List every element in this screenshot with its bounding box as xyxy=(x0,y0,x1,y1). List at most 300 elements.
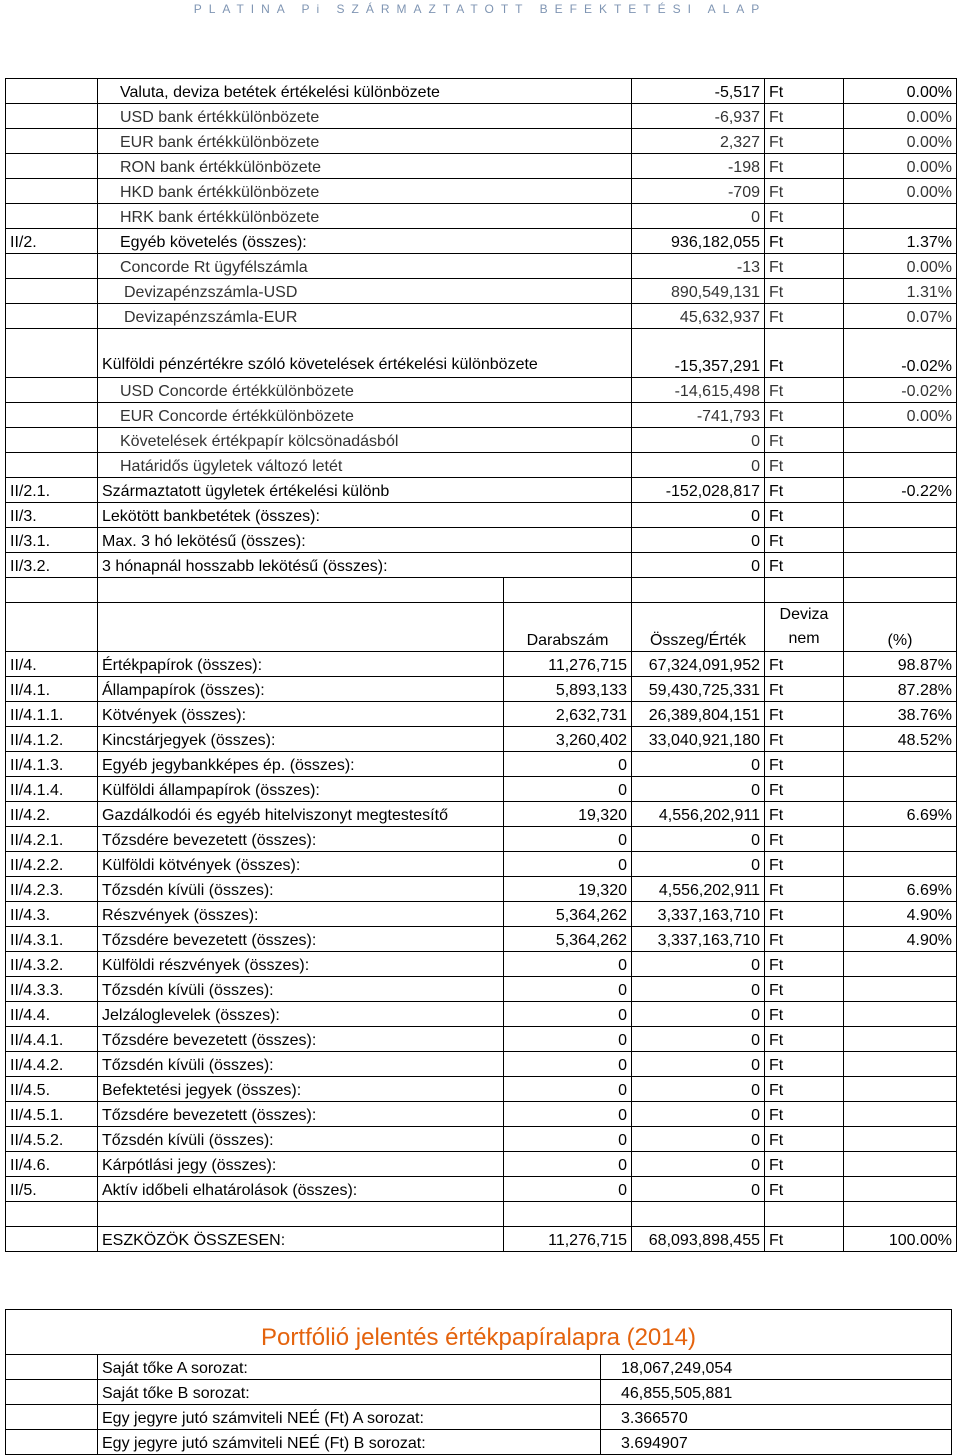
table-row xyxy=(6,752,957,777)
row-percent: 0.00% xyxy=(844,79,957,104)
table-row xyxy=(6,528,957,553)
total-amount: 68,093,898,455 xyxy=(632,1227,765,1252)
row-count: 0 xyxy=(504,977,632,1002)
table-row xyxy=(6,453,957,478)
row-percent: -0.02% xyxy=(844,378,957,403)
row-label: Részvények (összes): xyxy=(98,902,504,927)
row-amount: 0 xyxy=(632,1027,765,1052)
row-percent xyxy=(844,428,957,453)
row-label: EUR bank értékkülönbözete xyxy=(98,129,632,154)
row-code xyxy=(6,279,98,304)
row-currency: Ft xyxy=(765,104,844,129)
row-amount: 67,324,091,952 xyxy=(632,652,765,677)
row-value: -13 xyxy=(632,254,765,279)
row-count: 0 xyxy=(504,827,632,852)
row-code: II/3. xyxy=(6,503,98,528)
row-code: II/4.2.1. xyxy=(6,827,98,852)
row-code xyxy=(6,1227,98,1252)
row-currency: Ft xyxy=(765,1027,844,1052)
row-percent: 6.69% xyxy=(844,802,957,827)
table-row xyxy=(6,727,957,752)
row-value: -14,615,498 xyxy=(632,378,765,403)
row-amount: 0 xyxy=(632,1077,765,1102)
portfolio-value: 18,067,249,054 xyxy=(601,1355,952,1380)
row-currency: Ft xyxy=(765,204,844,229)
row-count: 0 xyxy=(504,1027,632,1052)
row-label: Aktív időbeli elhatárolások (összes): xyxy=(98,1177,504,1202)
row-label: Állampapírok (összes): xyxy=(98,677,504,702)
row-count: 0 xyxy=(504,1127,632,1152)
row-count: 5,893,133 xyxy=(504,677,632,702)
row-label: Tőzsdén kívüli (összes): xyxy=(98,1127,504,1152)
portfolio-title: Portfólió jelentés értékpapíralapra (2014) xyxy=(6,1310,952,1355)
row-percent: 0.00% xyxy=(844,104,957,129)
table-row xyxy=(6,329,957,378)
row-currency: Ft xyxy=(765,1077,844,1102)
row-percent: 0.00% xyxy=(844,254,957,279)
row-currency: Ft xyxy=(765,428,844,453)
row-code xyxy=(6,453,98,478)
row-label: Devizapénzszámla-USD xyxy=(98,279,632,304)
row-code xyxy=(6,254,98,279)
portfolio-label: Egy jegyre jutó számviteli NEÉ (Ft) B sorozat: xyxy=(98,1430,601,1455)
row-amount: 0 xyxy=(632,977,765,1002)
table-row xyxy=(6,503,957,528)
row-currency: Ft xyxy=(765,727,844,752)
row-count: 0 xyxy=(504,852,632,877)
table-row xyxy=(6,902,957,927)
row-code: II/5. xyxy=(6,1177,98,1202)
row-code: II/4.3.3. xyxy=(6,977,98,1002)
row-code: II/4.5.2. xyxy=(6,1127,98,1152)
row-percent xyxy=(844,1127,957,1152)
row-currency: Ft xyxy=(765,1002,844,1027)
row-amount: 0 xyxy=(632,1002,765,1027)
empty-cell xyxy=(765,578,844,603)
table-row xyxy=(6,1177,957,1202)
portfolio-label: Egy jegyre jutó számviteli NEÉ (Ft) A sorozat: xyxy=(98,1405,601,1430)
row-label: Kárpótlási jegy (összes): xyxy=(98,1152,504,1177)
total-label: ESZKÖZÖK ÖSSZESEN: xyxy=(98,1227,504,1252)
row-code: II/3.1. xyxy=(6,528,98,553)
row-currency: Ft xyxy=(765,927,844,952)
portfolio-value: 3.694907 xyxy=(601,1430,952,1455)
column-header-row xyxy=(6,603,957,652)
table-row xyxy=(6,428,957,453)
row-value: -741,793 xyxy=(632,403,765,428)
row-amount: 0 xyxy=(632,1102,765,1127)
row-percent xyxy=(844,1177,957,1202)
row-percent: 4.90% xyxy=(844,902,957,927)
header-amount: Összeg/Érték xyxy=(632,603,765,652)
row-currency: Ft xyxy=(765,827,844,852)
row-percent xyxy=(844,204,957,229)
row-label: Tőzsdére bevezetett (összes): xyxy=(98,1027,504,1052)
empty-cell xyxy=(6,578,98,603)
row-label: Külföldi részvények (összes): xyxy=(98,952,504,977)
table-row xyxy=(6,154,957,179)
empty-cell xyxy=(6,1430,98,1455)
row-label: Lekötött bankbetétek (összes): xyxy=(98,503,632,528)
row-percent: 0.00% xyxy=(844,403,957,428)
row-currency: Ft xyxy=(765,677,844,702)
row-label: Tőzsdére bevezetett (összes): xyxy=(98,827,504,852)
table-row xyxy=(6,952,957,977)
table-row xyxy=(6,927,957,952)
table-row xyxy=(6,1002,957,1027)
document-header: PLATINA Pi SZÁRMAZTATOTT BEFEKTETÉSI ALAP xyxy=(193,2,767,16)
row-currency: Ft xyxy=(765,528,844,553)
row-count: 0 xyxy=(504,1077,632,1102)
row-percent xyxy=(844,1077,957,1102)
row-code: II/3.2. xyxy=(6,553,98,578)
row-currency: Ft xyxy=(765,702,844,727)
row-count: 0 xyxy=(504,1052,632,1077)
row-code: II/4.3.1. xyxy=(6,927,98,952)
table-row xyxy=(6,304,957,329)
portfolio-row xyxy=(6,1430,952,1455)
row-code xyxy=(6,304,98,329)
row-label: 3 hónapnál hosszabb lekötésű (összes): xyxy=(98,553,632,578)
row-label: Értékpapírok (összes): xyxy=(98,652,504,677)
row-count: 0 xyxy=(504,1002,632,1027)
row-code: II/4.4. xyxy=(6,1002,98,1027)
row-label: Követelések értékpapír kölcsönadásból xyxy=(98,428,632,453)
row-value: 2,327 xyxy=(632,129,765,154)
row-label: HKD bank értékkülönbözete xyxy=(98,179,632,204)
table-row xyxy=(6,877,957,902)
row-percent: 48.52% xyxy=(844,727,957,752)
row-currency: Ft xyxy=(765,752,844,777)
row-percent: 6.69% xyxy=(844,877,957,902)
row-amount: 0 xyxy=(632,952,765,977)
row-code xyxy=(6,154,98,179)
row-percent xyxy=(844,977,957,1002)
row-percent: 1.37% xyxy=(844,229,957,254)
row-label: Kincstárjegyek (összes): xyxy=(98,727,504,752)
row-label: Tőzsdére bevezetett (összes): xyxy=(98,1102,504,1127)
empty-cell xyxy=(98,578,504,603)
row-count: 0 xyxy=(504,952,632,977)
row-percent: 0.00% xyxy=(844,154,957,179)
row-percent xyxy=(844,1052,957,1077)
row-label: Tőzsdén kívüli (összes): xyxy=(98,1052,504,1077)
row-code: II/2.1. xyxy=(6,478,98,503)
table-row xyxy=(6,1152,957,1177)
portfolio-value: 46,855,505,881 xyxy=(601,1380,952,1405)
table-row xyxy=(6,279,957,304)
row-percent xyxy=(844,1002,957,1027)
row-currency: Ft xyxy=(765,79,844,104)
row-code: II/4.2.2. xyxy=(6,852,98,877)
row-count: 0 xyxy=(504,1152,632,1177)
table-row xyxy=(6,204,957,229)
row-percent: -0.02% xyxy=(844,329,957,378)
row-amount: 26,389,804,151 xyxy=(632,702,765,727)
row-code xyxy=(6,378,98,403)
row-currency: Ft xyxy=(765,1152,844,1177)
row-label: Max. 3 hó lekötésű (összes): xyxy=(98,528,632,553)
row-code xyxy=(6,204,98,229)
row-value: 890,549,131 xyxy=(632,279,765,304)
row-label: Külföldi kötvények (összes): xyxy=(98,852,504,877)
row-amount: 4,556,202,911 xyxy=(632,877,765,902)
row-code: II/4.6. xyxy=(6,1152,98,1177)
row-value: 0 xyxy=(632,428,765,453)
row-code xyxy=(6,428,98,453)
row-percent xyxy=(844,1102,957,1127)
table-row xyxy=(6,1052,957,1077)
row-label: Egyéb jegybankképes ép. (összes): xyxy=(98,752,504,777)
row-code xyxy=(6,329,98,378)
table-row xyxy=(6,129,957,154)
row-amount: 3,337,163,710 xyxy=(632,927,765,952)
portfolio-value: 3.366570 xyxy=(601,1405,952,1430)
empty-cell xyxy=(6,1355,98,1380)
portfolio-row xyxy=(6,1355,952,1380)
row-count: 0 xyxy=(504,752,632,777)
row-currency: Ft xyxy=(765,553,844,578)
row-percent: 0.00% xyxy=(844,179,957,204)
row-label: USD bank értékkülönbözete xyxy=(98,104,632,129)
row-value: 936,182,055 xyxy=(632,229,765,254)
empty-cell xyxy=(632,578,765,603)
table-row xyxy=(6,254,957,279)
row-currency: Ft xyxy=(765,877,844,902)
row-count: 19,320 xyxy=(504,802,632,827)
empty-cell xyxy=(765,1202,844,1227)
row-currency: Ft xyxy=(765,977,844,1002)
row-currency: Ft xyxy=(765,1177,844,1202)
row-amount: 33,040,921,180 xyxy=(632,727,765,752)
empty-cell xyxy=(504,578,632,603)
row-percent xyxy=(844,777,957,802)
row-value: -15,357,291 xyxy=(632,329,765,378)
row-code: II/4.4.1. xyxy=(6,1027,98,1052)
row-currency: Ft xyxy=(765,1102,844,1127)
row-currency: Ft xyxy=(765,179,844,204)
row-count: 19,320 xyxy=(504,877,632,902)
row-percent: 38.76% xyxy=(844,702,957,727)
empty-cell xyxy=(6,603,98,652)
row-currency: Ft xyxy=(765,304,844,329)
portfolio-label: Saját tőke A sorozat: xyxy=(98,1355,601,1380)
row-currency: Ft xyxy=(765,652,844,677)
empty-cell xyxy=(6,1405,98,1430)
row-label: Tőzsdén kívüli (összes): xyxy=(98,877,504,902)
row-percent xyxy=(844,553,957,578)
row-label: Külföldi állampapírok (összes): xyxy=(98,777,504,802)
table-row xyxy=(6,179,957,204)
empty-cell xyxy=(98,1202,504,1227)
row-code: II/4.5.1. xyxy=(6,1102,98,1127)
row-label: USD Concorde értékkülönbözete xyxy=(98,378,632,403)
header-count: Darabszám xyxy=(504,603,632,652)
row-currency: Ft xyxy=(765,902,844,927)
header-currency: Deviza nem xyxy=(765,603,844,652)
row-currency: Ft xyxy=(765,478,844,503)
row-currency: Ft xyxy=(765,279,844,304)
table-row xyxy=(6,702,957,727)
row-currency: Ft xyxy=(765,378,844,403)
table-row xyxy=(6,852,957,877)
row-label: RON bank értékkülönbözete xyxy=(98,154,632,179)
row-currency: Ft xyxy=(765,802,844,827)
row-label: Concorde Rt ügyfélszámla xyxy=(98,254,632,279)
row-code: II/4. xyxy=(6,652,98,677)
row-currency: Ft xyxy=(765,503,844,528)
row-count: 0 xyxy=(504,777,632,802)
row-label: Tőzsdére bevezetett (összes): xyxy=(98,927,504,952)
spacer-row xyxy=(6,578,957,603)
row-value: 0 xyxy=(632,503,765,528)
row-code xyxy=(6,129,98,154)
table-row xyxy=(6,777,957,802)
portfolio-label: Saját tőke B sorozat: xyxy=(98,1380,601,1405)
row-currency: Ft xyxy=(765,952,844,977)
row-currency: Ft xyxy=(765,154,844,179)
empty-cell xyxy=(504,1202,632,1227)
row-currency: Ft xyxy=(765,453,844,478)
row-percent: 4.90% xyxy=(844,927,957,952)
row-currency: Ft xyxy=(765,1052,844,1077)
row-count: 3,260,402 xyxy=(504,727,632,752)
row-label: HRK bank értékkülönbözete xyxy=(98,204,632,229)
row-count: 5,364,262 xyxy=(504,902,632,927)
row-code: II/4.2. xyxy=(6,802,98,827)
row-count: 2,632,731 xyxy=(504,702,632,727)
portfolio-title-row xyxy=(6,1310,952,1355)
row-amount: 0 xyxy=(632,1127,765,1152)
table-row xyxy=(6,378,957,403)
row-label: Tőzsdén kívüli (összes): xyxy=(98,977,504,1002)
row-currency: Ft xyxy=(765,254,844,279)
row-label: EUR Concorde értékkülönbözete xyxy=(98,403,632,428)
row-currency: Ft xyxy=(765,403,844,428)
row-percent xyxy=(844,752,957,777)
total-percent: 100.00% xyxy=(844,1227,957,1252)
row-percent xyxy=(844,528,957,553)
row-amount: 0 xyxy=(632,1152,765,1177)
portfolio-row xyxy=(6,1405,952,1430)
row-percent: 98.87% xyxy=(844,652,957,677)
row-currency: Ft xyxy=(765,852,844,877)
row-value: -152,028,817 xyxy=(632,478,765,503)
row-code: II/4.3. xyxy=(6,902,98,927)
row-amount: 3,337,163,710 xyxy=(632,902,765,927)
row-percent: -0.22% xyxy=(844,478,957,503)
row-percent xyxy=(844,1152,957,1177)
row-code: II/4.1.2. xyxy=(6,727,98,752)
row-currency: Ft xyxy=(765,329,844,378)
row-code: II/4.5. xyxy=(6,1077,98,1102)
row-code: II/4.2.3. xyxy=(6,877,98,902)
row-code xyxy=(6,79,98,104)
row-amount: 0 xyxy=(632,827,765,852)
empty-cell xyxy=(844,578,957,603)
row-code: II/4.3.2. xyxy=(6,952,98,977)
row-amount: 0 xyxy=(632,752,765,777)
table-row xyxy=(6,104,957,129)
portfolio-table xyxy=(5,1309,952,1455)
empty-cell xyxy=(98,603,504,652)
row-code xyxy=(6,179,98,204)
row-code: II/4.1.4. xyxy=(6,777,98,802)
row-count: 5,364,262 xyxy=(504,927,632,952)
table-row xyxy=(6,652,957,677)
table-row xyxy=(6,403,957,428)
row-currency: Ft xyxy=(765,1127,844,1152)
row-percent: 0.07% xyxy=(844,304,957,329)
table-row xyxy=(6,478,957,503)
row-currency: Ft xyxy=(765,129,844,154)
row-amount: 0 xyxy=(632,777,765,802)
row-value: -6,937 xyxy=(632,104,765,129)
row-percent xyxy=(844,503,957,528)
row-code: II/4.1. xyxy=(6,677,98,702)
header-percent: (%) xyxy=(844,603,957,652)
table-row xyxy=(6,79,957,104)
row-amount: 0 xyxy=(632,852,765,877)
total-row xyxy=(6,1227,957,1252)
total-count: 11,276,715 xyxy=(504,1227,632,1252)
row-label: Kötvények (összes): xyxy=(98,702,504,727)
row-percent xyxy=(844,827,957,852)
row-count: 0 xyxy=(504,1102,632,1127)
row-percent xyxy=(844,852,957,877)
table-row xyxy=(6,802,957,827)
table-row xyxy=(6,229,957,254)
table-row xyxy=(6,827,957,852)
row-label: Befektetési jegyek (összes): xyxy=(98,1077,504,1102)
empty-cell xyxy=(6,1380,98,1405)
row-value: -5,517 xyxy=(632,79,765,104)
row-percent xyxy=(844,952,957,977)
table-row xyxy=(6,1127,957,1152)
table-row xyxy=(6,677,957,702)
row-amount: 0 xyxy=(632,1052,765,1077)
row-count: 11,276,715 xyxy=(504,652,632,677)
row-value: 0 xyxy=(632,528,765,553)
row-currency: Ft xyxy=(765,229,844,254)
row-value: -198 xyxy=(632,154,765,179)
row-amount: 4,556,202,911 xyxy=(632,802,765,827)
row-value: 0 xyxy=(632,453,765,478)
table-row xyxy=(6,1077,957,1102)
row-label: Devizapénzszámla-EUR xyxy=(98,304,632,329)
empty-cell xyxy=(844,1202,957,1227)
empty-cell xyxy=(632,1202,765,1227)
row-percent xyxy=(844,453,957,478)
row-value: 0 xyxy=(632,204,765,229)
row-label: Valuta, deviza betétek értékelési különbözete xyxy=(98,79,632,104)
portfolio-row xyxy=(6,1380,952,1405)
row-code: II/4.1.3. xyxy=(6,752,98,777)
row-code: II/4.1.1. xyxy=(6,702,98,727)
row-code: II/4.4.2. xyxy=(6,1052,98,1077)
row-code xyxy=(6,104,98,129)
row-amount: 59,430,725,331 xyxy=(632,677,765,702)
row-percent xyxy=(844,1027,957,1052)
row-percent: 87.28% xyxy=(844,677,957,702)
table-row xyxy=(6,553,957,578)
empty-cell xyxy=(6,1202,98,1227)
row-label: Származtatott ügyletek értékelési különb xyxy=(98,478,632,503)
row-percent: 1.31% xyxy=(844,279,957,304)
row-label: Határidős ügyletek változó letét xyxy=(98,453,632,478)
row-value: 0 xyxy=(632,553,765,578)
row-amount: 0 xyxy=(632,1177,765,1202)
